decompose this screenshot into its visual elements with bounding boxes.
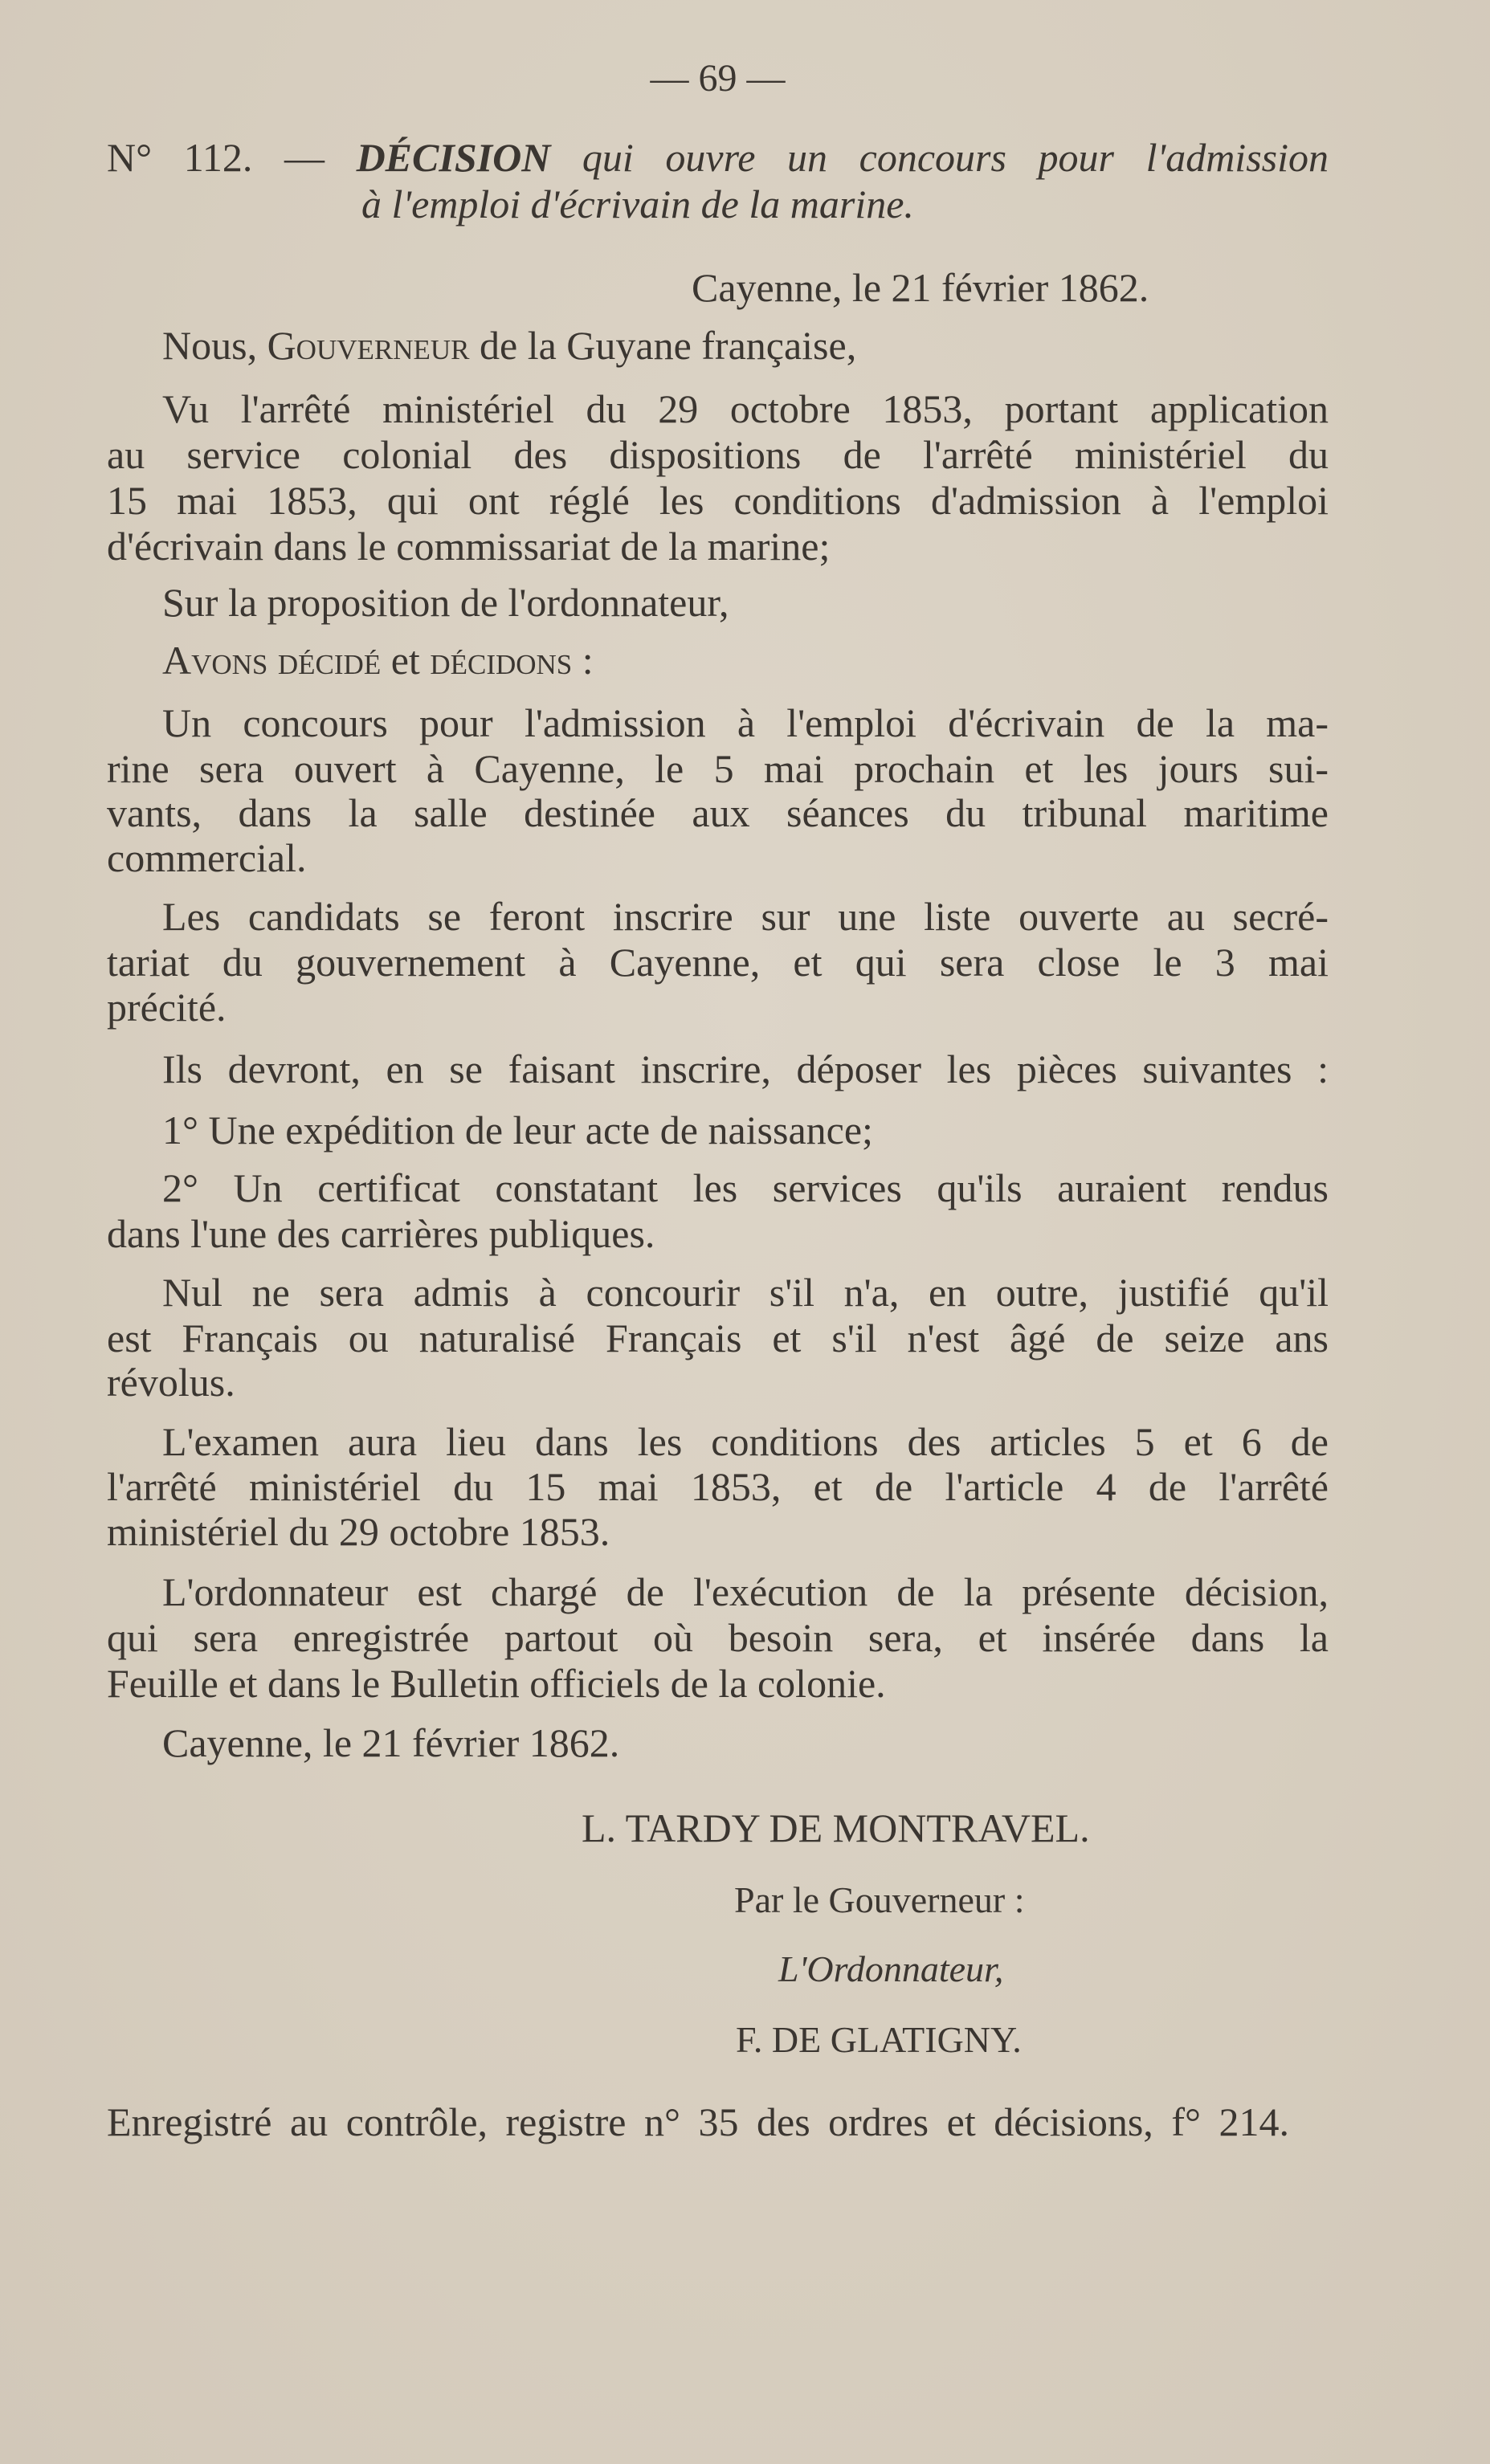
title-line-1 (107, 133, 1329, 182)
examen-line: L'examen aura lieu dans les conditions des articles 5 et 6 de (162, 1419, 1329, 1464)
ordonnateur-title: L'Ordonnateur, (778, 1948, 1004, 1989)
candidats-line: Les candidats se feront inscrire sur une liste ouverte au secré- (162, 894, 1329, 939)
title-rest: qui ouvre un concours pour l'admission (550, 135, 1329, 180)
concours-line: rine sera ouvert à Cayenne, le 5 mai prochain et les jours sui- (107, 746, 1329, 791)
ils-devront: Ils devront, en se faisant inscrire, déposer les pièces suivantes : (162, 1046, 1329, 1091)
page-number: — 69 — (650, 57, 786, 100)
preamble-title: Gouverneur (267, 323, 470, 368)
preamble-text: de la Guyane française, (469, 323, 857, 368)
nul-line: Nul ne sera admis à concourir s'il n'a, en outre, justifié qu'il (162, 1270, 1329, 1315)
preamble (162, 320, 1329, 370)
concours-line: vants, dans la salle destinée aux séances du tribunal maritime (107, 790, 1329, 835)
preamble-text: Nous, (162, 323, 267, 368)
concours-line: Un concours pour l'admission à l'emploi d'écrivain de la ma- (162, 700, 1329, 745)
examen-line: ministériel du 29 octobre 1853. (107, 1509, 610, 1554)
avons-text: décidons (430, 638, 573, 683)
title-keyword: DÉCISION (356, 135, 551, 180)
ordonnateur-line: qui sera enregistrée partout où besoin sera, et insérée dans la (107, 1615, 1329, 1660)
vu-line: Vu l'arrêté ministériel du 29 octobre 1853, portant application (162, 386, 1329, 431)
vu-line: 15 mai 1853, qui ont réglé les conditions d'admission à l'emploi (107, 478, 1329, 523)
vu-line: au service colonial des dispositions de l'arrêté ministériel du (107, 432, 1329, 477)
ordonnateur-line: L'ordonnateur est chargé de l'exécution de la présente décision, (162, 1569, 1329, 1614)
piece-1: 1° Une expédition de leur acte de naissance; (162, 1108, 873, 1152)
nul-line: révolus. (107, 1360, 235, 1405)
countersignature: F. DE GLATIGNY. (736, 2019, 1022, 2060)
date-footer: Cayenne, le 21 février 1862. (162, 1720, 620, 1765)
avons-decide (162, 635, 1329, 685)
avons-text: : (572, 638, 594, 683)
sur-proposition: Sur la proposition de l'ordonnateur, (162, 580, 729, 625)
par-le-gouverneur: Par le Gouverneur : (734, 1879, 1025, 1920)
registration-note: Enregistré au contrôle, registre n° 35 des ordres et décisions, f° 214. (107, 2099, 1289, 2144)
ordonnateur-line: Feuille et dans le Bulletin officiels de la colonie. (107, 1661, 886, 1706)
candidats-line: tariat du gouvernement à Cayenne, et qui sera close le 3 mai (107, 940, 1329, 985)
vu-line: d'écrivain dans le commissariat de la marine; (107, 524, 831, 569)
examen-line: l'arrêté ministériel du 15 mai 1853, et de l'article 4 de l'arrêté (107, 1464, 1329, 1509)
avons-text: décidé (277, 638, 382, 683)
title-line-2: à l'emploi d'écrivain de la marine. (361, 182, 914, 226)
nul-line: est Français ou naturalisé Français et s'il n'est âgé de seize ans (107, 1316, 1329, 1361)
candidats-line: précité. (107, 985, 227, 1030)
piece-2-line: dans l'une des carrières publiques. (107, 1211, 655, 1256)
concours-line: commercial. (107, 835, 307, 880)
date-header: Cayenne, le 21 février 1862. (692, 265, 1149, 310)
avons-text: Avons (162, 638, 278, 683)
decision-number: N° 112. — (107, 135, 357, 180)
avons-text: et (381, 638, 431, 683)
piece-2-line: 2° Un certificat constatant les services qu'ils auraient rendus (162, 1165, 1329, 1210)
governor-signature: L. TARDY DE MONTRAVEL. (582, 1805, 1090, 1850)
